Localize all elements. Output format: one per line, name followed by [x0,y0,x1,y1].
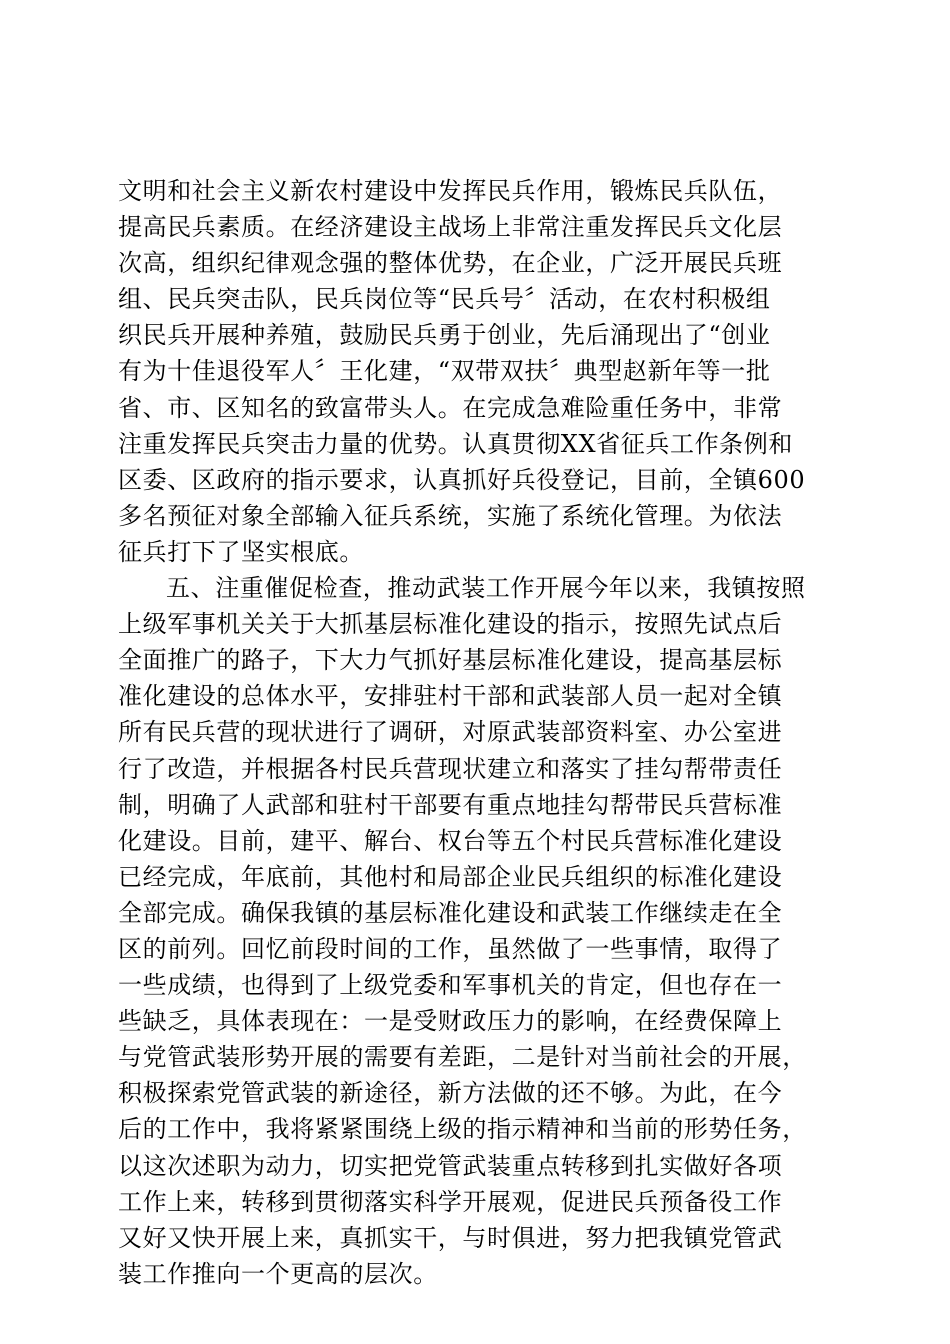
text-line-1: 文明和社会主义新农村建设中发挥民兵作用，锻炼民兵队伍， [118,177,783,205]
text-line-15: 准化建设的总体水平，安排驻村干部和武装部人员一起对全镇 [118,682,783,711]
text-line-30: 又好又快开展上来，真抓实干，与时俱进，努力把我镇党管武 [118,1223,783,1252]
text-line-21: 全部完成。确保我镇的基层标准化建设和武装工作继续走在全 [118,898,783,927]
text-line-22: 区的前列。回忆前段时间的工作，虽然做了一些事情，取得了 [118,934,783,963]
text-line-17: 行了改造，并根据各村民兵营现状建立和落实了挂勾帮带责任 [118,754,783,783]
text-line-28: 以这次述职为动力，切实把党管武装重点转移到扎实做好各项 [118,1151,783,1180]
text-line-25: 与党管武装形势开展的需要有差距，二是针对当前社会的开展， [118,1043,807,1072]
text-line-18: 制，明确了人武部和驻村干部要有重点地挂勾帮带民兵营标准 [118,790,783,819]
section-five-first-line: 五、注重催促检查，推动武装工作开展今年以来，我镇按照 [166,574,806,603]
text-line-11: 征兵打下了坚实根底。 [118,537,364,566]
text-line-5: 织民兵开展种养殖，鼓励民兵勇于创业，先后涌现出了“创业 [118,321,771,350]
text-line-8: 注重发挥民兵突击力量的优势。认真贯彻XX省征兵工作条例和 [118,429,793,458]
text-line-23: 一些成绩，也得到了上级党委和军事机关的肯定，但也存在一 [118,971,783,1000]
text-line-4: 组、民兵突击队，民兵岗位等“民兵号〞活动，在农村积极组 [118,285,771,314]
text-line-29: 工作上来，转移到贯彻落实科学开展观，促进民兵预备役工作 [118,1187,783,1216]
text-line-3: 次高，组织纪律观念强的整体优势，在企业，广泛开展民兵班 [118,249,783,278]
body-text [118,173,838,1292]
text-line-6: 有为十佳退役军人〞王化建，“双带双扶〞典型赵新年等一批 [118,357,771,386]
text-line-27: 后的工作中，我将紧紧围绕上级的指示精神和当前的形势任务， [118,1115,807,1144]
text-line-31: 装工作推向一个更高的层次。 [118,1259,438,1288]
text-line-9: 区委、区政府的指示要求，认真抓好兵役登记，目前，全镇600 [118,465,806,494]
text-line-20: 已经完成，年底前，其他村和局部企业民兵组织的标准化建设 [118,862,783,891]
text-line-16: 所有民兵营的现状进行了调研，对原武装部资料室、办公室进 [118,718,783,747]
text-line-26: 积极探索党管武装的新途径，新方法做的还不够。为此，在今 [118,1079,783,1108]
text-line-10: 多名预征对象全部输入征兵系统，实施了系统化管理。为依法 [118,501,783,530]
text-line-2: 提高民兵素质。在经济建设主战场上非常注重发挥民兵文化层 [118,213,783,242]
text-line-24: 些缺乏，具体表现在：一是受财政压力的影响，在经费保障上 [118,1007,783,1036]
text-line-7: 省、市、区知名的致富带头人。在完成急难险重任务中，非常 [118,393,783,422]
text-line-13: 上级军事机关关于大抓基层标准化建设的指示，按照先试点后 [118,610,783,639]
text-line-14: 全面推广的路子，下大力气抓好基层标准化建设，提高基层标 [118,646,783,675]
text-line-19: 化建设。目前，建平、解台、权台等五个村民兵营标准化建设 [118,826,783,855]
